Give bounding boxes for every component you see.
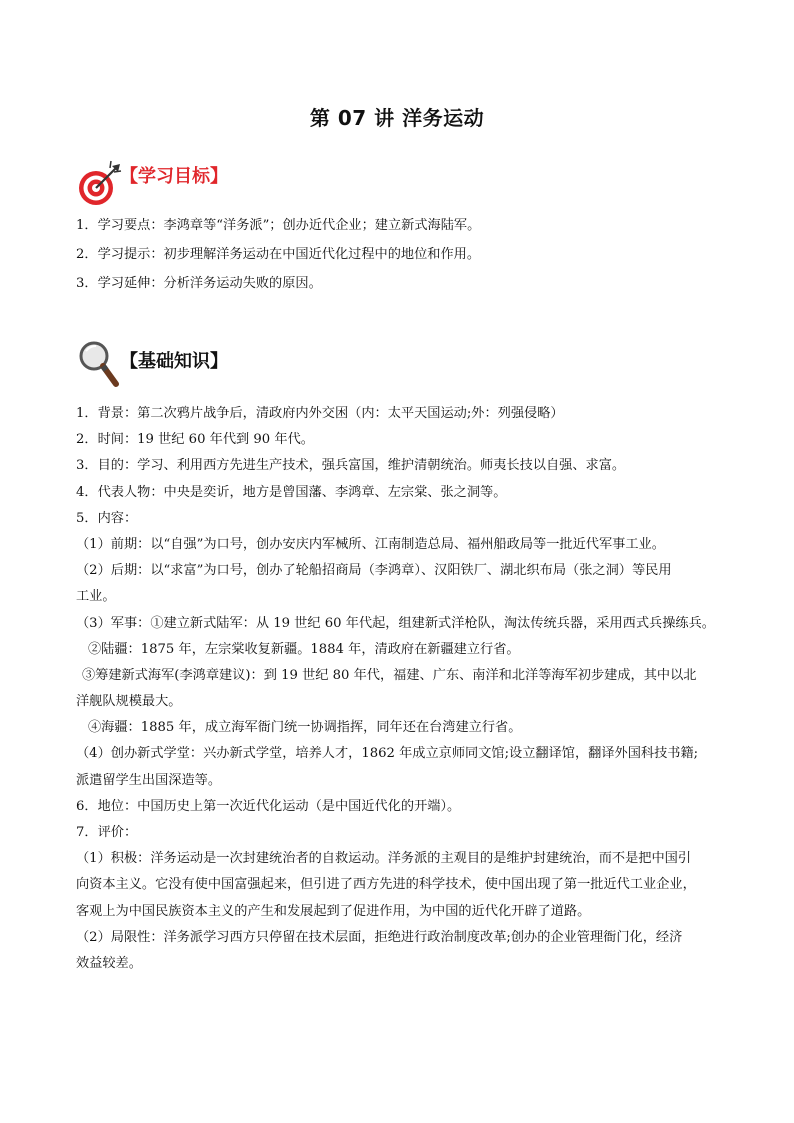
goals-section-title: 【学习目标】 — [120, 166, 228, 187]
content-line: 工业。 — [76, 589, 116, 605]
content-line: （3）军事：①建立新式陆军：从 19 世纪 60 年代起，组建新式洋枪队，淘汰传统兵器，采用西式兵操练兵。 — [76, 615, 715, 631]
basics-section-header — [74, 338, 124, 388]
page-title: 第 07 讲 洋务运动 — [309, 106, 485, 130]
content-line: 效益较差。 — [76, 955, 142, 971]
content-line: （1）积极：洋务运动是一次封建统治者的自救运动。洋务派的主观目的是维护封建统治，而不是把中国引 — [76, 851, 692, 867]
content-line: （4）创办新式学堂：兴办新式学堂，培养人才，1862 年成立京师同文馆;设立翻译馆，翻译外国科技书籍; — [76, 746, 699, 762]
content-line: 6．地位：中国历史上第一次近代化运动（是中国近代化的开端）。 — [76, 798, 461, 814]
basics-content — [76, 401, 736, 977]
goals-list — [76, 211, 736, 298]
content-line: 派遣留学生出国深造等。 — [76, 772, 222, 788]
content-line: 1．背景：第二次鸦片战争后，清政府内外交困（内：太平天国运动;外：列强侵略） — [76, 406, 564, 421]
content-line: 5．内容： — [76, 510, 138, 526]
basics-section-title: 【基础知识】 — [120, 351, 228, 372]
content-line: 2．时间：19 世纪 60 年代到 90 年代。 — [76, 432, 314, 448]
content-line: 洋舰队规模最大。 — [76, 694, 182, 710]
content-line: 3．目的：学习、利用西方先进生产技术，强兵富国，维护清朝统治。师夷长技以自强、求富。 — [76, 458, 626, 474]
content-line: （2）后期：以“求富”为口号，创办了轮船招商局（李鸿章）、汉阳铁厂、湖北织布局（张之洞）等民用 — [76, 563, 672, 579]
content-line: 7．评价： — [76, 825, 138, 840]
content-line: 4．代表人物：中央是奕䜣，地方是曾国藩、李鸿章、左宗棠、张之洞等。 — [76, 484, 507, 500]
content-line: （2）局限性：洋务派学习西方只停留在技术层面，拒绝进行政治制度改革;创办的企业管理衙门化，经济 — [76, 929, 683, 945]
content-line: ③筹建新式海军(李鸿章建议)：到 19 世纪 80 年代，福建、广东、南洋和北洋等海军初步建成，其中以北 — [82, 667, 697, 683]
content-line: （1）前期：以“自强”为口号，创办安庆内军械所、江南制造总局、福州船政局等一批近代军事工业。 — [76, 536, 665, 552]
goal-item: 3．学习延伸：分析洋务运动失败的原因。 — [76, 276, 322, 291]
content-line: 客观上为中国民族资本主义的产生和发展起到了促进作用，为中国的近代化开辟了道路。 — [76, 903, 591, 919]
content-line: ④海疆：1885 年，成立海军衙门统一协调指挥，同年还在台湾建立行省。 — [88, 720, 522, 736]
goals-section-header — [74, 160, 124, 210]
magnifier-icon — [74, 338, 124, 388]
content-line: 向资本主义。它没有使中国富强起来，但引进了西方先进的科学技术，使中国出现了第一批近代工业企业， — [76, 877, 696, 893]
goal-item: 2．学习提示：初步理解洋务运动在中国近代化过程中的地位和作用。 — [76, 247, 481, 262]
goal-item: 1．学习要点：李鸿章等“洋务派”；创办近代企业；建立新式海陆军。 — [76, 218, 481, 233]
target-dart-icon — [74, 160, 124, 210]
content-line: ②陆疆：1875 年，左宗棠收复新疆。1884 年，清政府在新疆建立行省。 — [88, 641, 520, 657]
